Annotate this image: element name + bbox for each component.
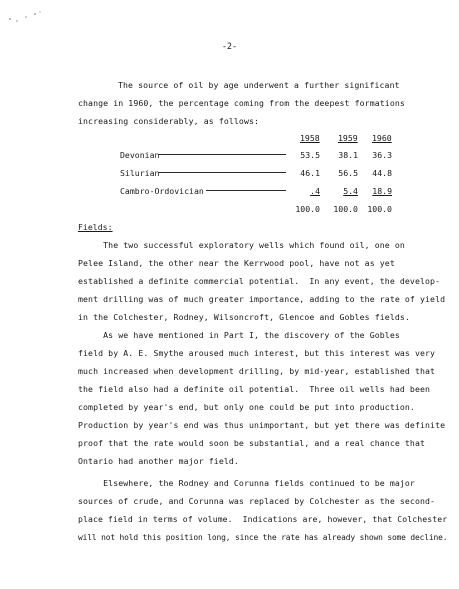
intro-line: change in 1960, the percentage coming from the deepest formations: [78, 98, 405, 108]
table-total: 100.0: [367, 204, 392, 214]
section-heading: Fields:: [78, 222, 113, 232]
paragraph-line: ment drilling was of much greater importance, adding to the rate of yield: [78, 294, 446, 304]
paragraph-line: much increased when development drilling, by mid-year, established that: [78, 366, 436, 376]
paragraph-line: place field in terms of volume. Indications are, however, that Colchester: [78, 514, 448, 524]
leader-line: [158, 172, 286, 173]
table-cell: 56.5: [338, 168, 358, 178]
paragraph-line: will not hold this position long, since the rate has already shown some decline.: [78, 532, 448, 542]
paragraph-line: sources of crude, and Corunna was replaced by Colchester as the second-: [78, 496, 436, 506]
paragraph-line: The two successful exploratory wells which found oil, one on: [78, 240, 405, 250]
table-row-label: Silurian: [120, 168, 160, 178]
paragraph-line: Production by year's end was thus unimportant, but yet there was definite: [78, 420, 446, 430]
paragraph-line: established a definite commercial potential. In any event, the develop-: [78, 276, 441, 286]
paragraph-line: As we have mentioned in Part I, the discovery of the Gobles: [78, 330, 400, 340]
paragraph-line: completed by year's end, but only one could be put into production.: [78, 402, 415, 412]
table-total: 100.0: [295, 204, 320, 214]
table-cell: 44.8: [372, 168, 392, 178]
paragraph-line: proof that the rate would soon be substantial, and a real chance that: [78, 438, 426, 448]
paragraph-line: Ontario had another major field.: [78, 456, 239, 466]
table-cell: 53.5: [300, 150, 320, 160]
table-cell: 38.1: [338, 150, 358, 160]
paragraph-line: Elsewhere, the Rodney and Corunna fields continued to be major: [78, 478, 415, 488]
table-total: 100.0: [333, 204, 358, 214]
table-header-1960: 1960: [372, 133, 392, 143]
table-row-label: Devonian: [120, 150, 160, 160]
table-row-label: Cambro-Ordovician: [120, 186, 204, 196]
table-header-1958: 1958: [300, 133, 320, 143]
leader-line: [158, 154, 286, 155]
page-number: -2-: [221, 42, 238, 52]
table-cell: 5.4: [343, 186, 358, 196]
intro-line: The source of oil by age underwent a further significant: [118, 80, 400, 90]
table-cell: 18.9: [372, 186, 392, 196]
table-cell: .4: [310, 186, 320, 196]
paragraph-line: field by A. E. Smythe aroused much interest, but this interest was very: [78, 348, 436, 358]
leader-line: [206, 190, 286, 191]
paragraph-line: the field also had a definite oil potential. Three oil wells had been: [78, 384, 431, 394]
table-header-1959: 1959: [338, 133, 358, 143]
paragraph-line: Pelee Island, the other near the Kerrwood pool, have not as yet: [78, 258, 395, 268]
table-cell: 36.3: [372, 150, 392, 160]
intro-line: increasing considerably, as follows:: [78, 116, 260, 126]
table-cell: 46.1: [300, 168, 320, 178]
scan-specks: [8, 10, 48, 24]
paragraph-line: in the Colchester, Rodney, Wilsoncroft, Glencoe and Gobles fields.: [78, 312, 410, 322]
